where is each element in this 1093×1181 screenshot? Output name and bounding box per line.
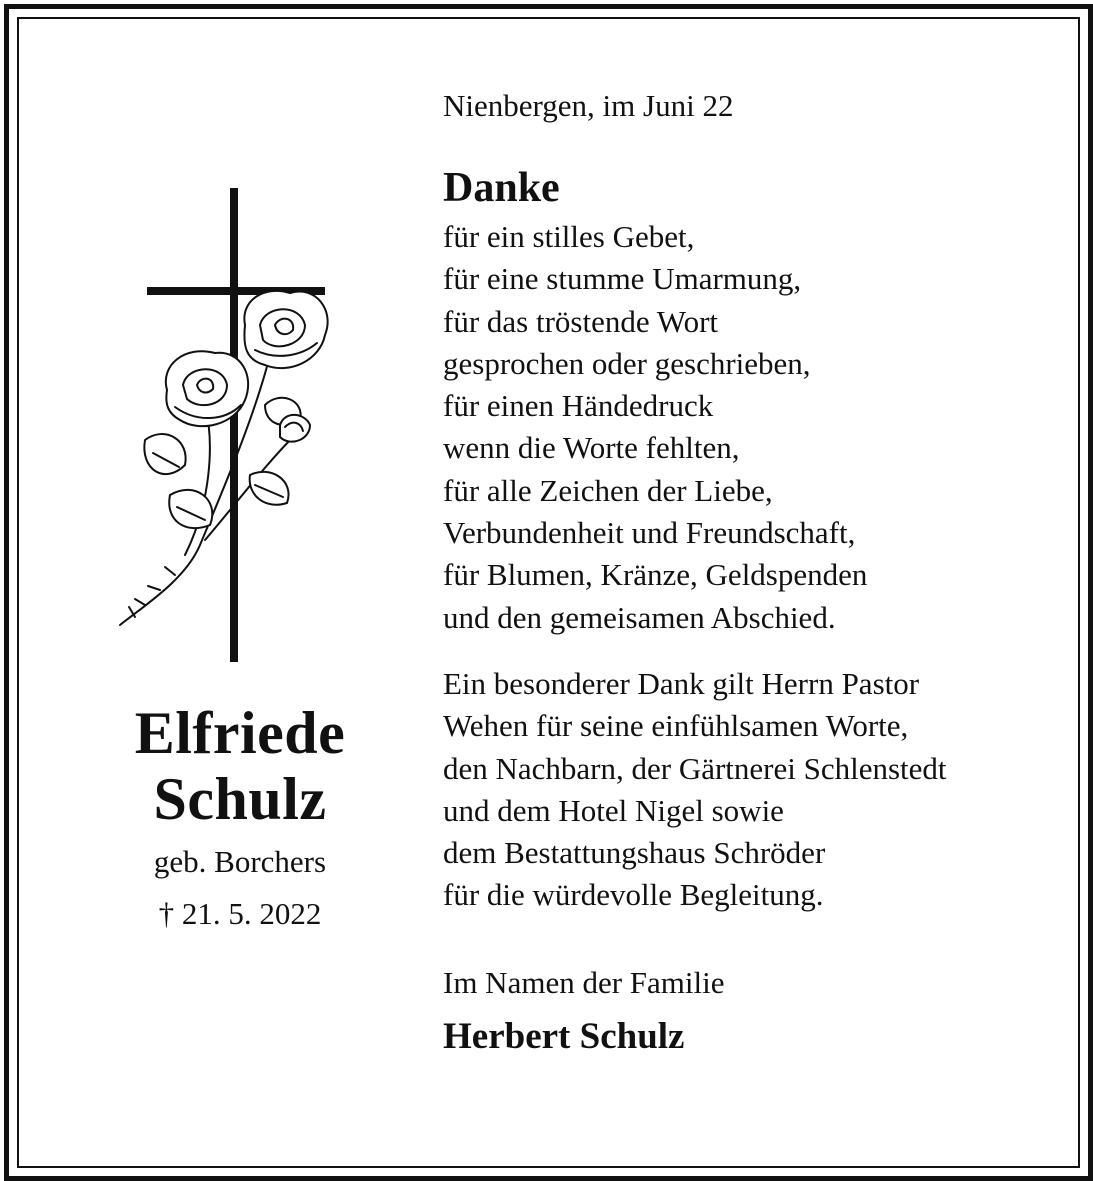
special-thanks-line: dem Bestattungshaus Schröder xyxy=(443,835,826,871)
thanks-block xyxy=(443,84,1043,1061)
cross-with-roses-icon xyxy=(105,185,335,665)
poem-line: gesprochen oder geschrieben, xyxy=(443,345,811,381)
special-thanks-line: für die würdevolle Begleitung. xyxy=(443,877,824,913)
special-thanks-line: Ein besonderer Dank gilt Herrn Pastor xyxy=(443,665,920,701)
poem-line: für einen Händedruck xyxy=(443,388,714,424)
special-thanks-line: und dem Hotel Nigel sowie xyxy=(443,792,784,828)
poem-line: für das tröstende Wort xyxy=(443,303,719,339)
poem-line: für eine stumme Umarmung, xyxy=(443,261,802,297)
signer-name: Herbert Schulz xyxy=(443,1015,685,1057)
special-thanks xyxy=(443,663,1043,917)
poem-line: für alle Zeichen der Liebe, xyxy=(443,472,773,508)
closing-line: Im Namen der Familie xyxy=(443,964,725,1000)
poem-line: für ein stilles Gebet, xyxy=(443,219,695,254)
deceased-last-name: Schulz xyxy=(153,766,327,832)
deceased-block xyxy=(100,700,380,936)
deceased-first-name: Elfriede xyxy=(134,700,346,766)
heading-danke: Danke xyxy=(443,165,560,211)
place-date: Nienbergen, im Juni 22 xyxy=(443,88,734,123)
poem-line: wenn die Worte fehlten, xyxy=(443,430,740,466)
poem-line: für Blumen, Kränze, Geldspenden xyxy=(443,557,868,593)
poem-line: und den gemeisamen Abschied. xyxy=(443,599,836,635)
special-thanks-line: den Nachbarn, der Gärtnerei Schlenstedt xyxy=(443,750,947,786)
poem-line: Verbundenheit und Freundschaft, xyxy=(443,515,856,551)
birth-name: geb. Borchers xyxy=(153,844,327,879)
special-thanks-line: Wehen für seine einfühlsamen Worte, xyxy=(443,708,909,744)
death-date: † 21. 5. 2022 xyxy=(158,896,322,931)
poem xyxy=(443,216,1043,639)
